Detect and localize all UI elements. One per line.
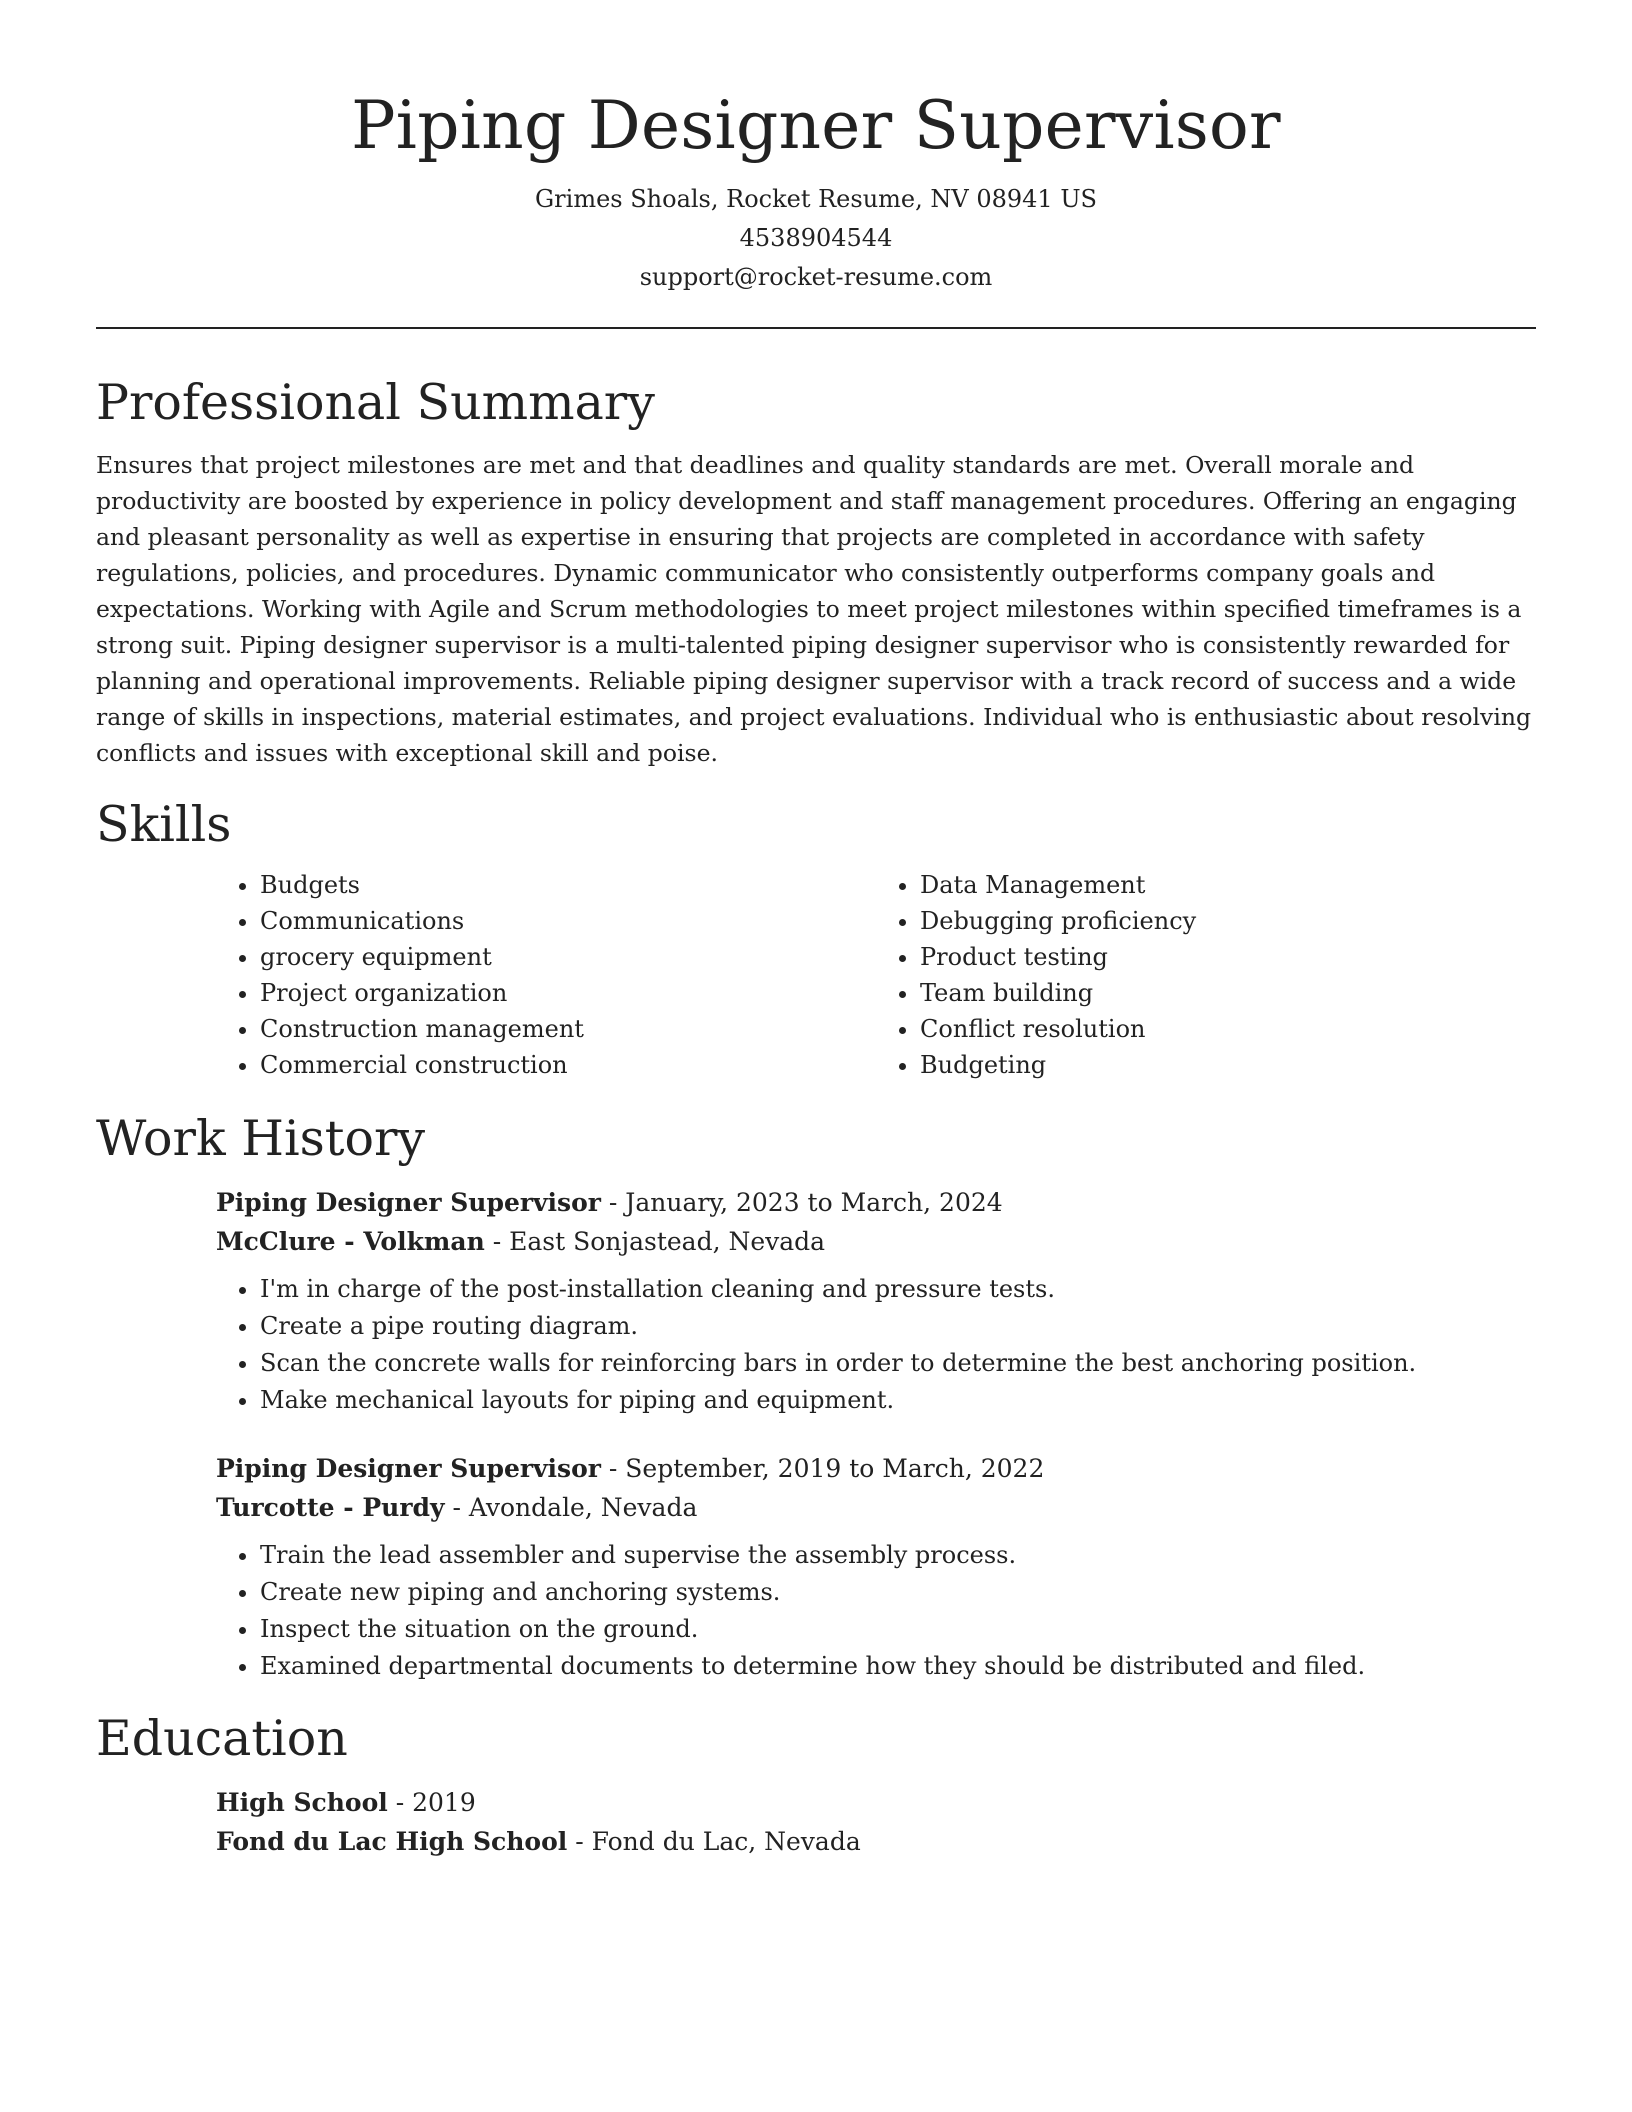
job-company: McClure - Volkman	[216, 1227, 485, 1256]
contact-phone: 4538904544	[739, 224, 893, 252]
job-dates: - January, 2023 to March, 2024	[600, 1188, 1003, 1217]
skill-item: • grocery equipment	[260, 939, 876, 975]
job-entry	[216, 1183, 1536, 1419]
education-location: - Fond du Lac, Nevada	[567, 1827, 861, 1856]
summary-section	[96, 371, 1536, 771]
skill-item: • Commercial construction	[260, 1047, 876, 1083]
contact-email: support@rocket-resume.com	[639, 263, 993, 291]
resume-name: Piping Designer Supervisor	[351, 87, 1281, 164]
summary-text: Ensures that project milestones are met and that deadlines and quality standards are met. Overall morale and productivity are boosted by experience in policy development and staff management procedures. Offering an engaging and pleasant personality as well as expertise in ensuring that projects are completed in accordance with safety regulations, policies, and procedures. Dynamic communicator who consistently outperforms company goals and expectations. Working with Agile and Scrum methodologies to meet project milestones within specified timeframes is a strong suit. Piping designer supervisor is a multi-talented piping designer supervisor who is consistently rewarded for planning and operational improvements. Reliable piping designer supervisor with a track record of success and a wide range of skills in inspections, material estimates, and project evaluations. Individual who is enthusiastic about resolving conflicts and issues with exceptional skill and poise.	[96, 451, 1532, 767]
education-year: - 2019	[387, 1788, 476, 1817]
job-duty: • Inspect the situation on the ground.	[260, 1611, 1536, 1648]
skills-section	[96, 793, 1536, 1083]
job-role: Piping Designer Supervisor	[216, 1454, 601, 1483]
skills-list-right	[876, 867, 1536, 1083]
skill-item: • Budgeting	[920, 1047, 1536, 1083]
education-school-line	[216, 1822, 1536, 1861]
job-duty: • Examined departmental documents to determine how they should be distributed and filed.	[260, 1648, 1536, 1685]
education-degree-line	[216, 1783, 1536, 1822]
skill-item: • Communications	[260, 903, 876, 939]
work-history-section	[96, 1107, 1536, 1685]
contact-address: Grimes Shoals, Rocket Resume, NV 08941 US	[535, 185, 1097, 213]
skills-list-left	[216, 867, 876, 1083]
education-section	[96, 1707, 1536, 1861]
job-duty: • Train the lead assembler and supervise the assembly process.	[260, 1537, 1536, 1574]
contact-block	[96, 180, 1536, 297]
job-title-line	[216, 1183, 1536, 1222]
job-duty: • Create new piping and anchoring systems.	[260, 1574, 1536, 1611]
education-entry	[216, 1783, 1536, 1861]
skill-item: • Budgets	[260, 867, 876, 903]
job-dates: - September, 2019 to March, 2022	[600, 1454, 1045, 1483]
skills-columns	[216, 867, 1536, 1083]
job-location: - Avondale, Nevada	[444, 1493, 698, 1522]
skill-item: • Conflict resolution	[920, 1011, 1536, 1047]
job-duties-list	[216, 1537, 1536, 1685]
job-location: - East Sonjastead, Nevada	[484, 1227, 826, 1256]
header-divider	[96, 327, 1536, 329]
job-duty: • Create a pipe routing diagram.	[260, 1308, 1536, 1345]
job-title-line	[216, 1449, 1536, 1488]
job-company-line	[216, 1222, 1536, 1261]
education-heading: Education	[96, 1710, 348, 1767]
skill-item: • Project organization	[260, 975, 876, 1011]
education-degree: High School	[216, 1788, 388, 1817]
job-company: Turcotte - Purdy	[216, 1493, 445, 1522]
education-school: Fond du Lac High School	[216, 1827, 568, 1856]
skill-item: • Debugging proficiency	[920, 903, 1536, 939]
skill-item: • Data Management	[920, 867, 1536, 903]
job-duties-list	[216, 1271, 1536, 1419]
job-company-line	[216, 1488, 1536, 1527]
job-duty: • I'm in charge of the post-installation cleaning and pressure tests.	[260, 1271, 1536, 1308]
skill-item: • Construction management	[260, 1011, 876, 1047]
work-history-heading: Work History	[96, 1110, 426, 1167]
summary-heading: Professional Summary	[96, 374, 655, 431]
skills-heading: Skills	[96, 796, 232, 853]
skill-item: • Product testing	[920, 939, 1536, 975]
skill-item: • Team building	[920, 975, 1536, 1011]
job-duty: • Scan the concrete walls for reinforcing bars in order to determine the best anchoring position.	[260, 1345, 1536, 1382]
job-entry	[216, 1449, 1536, 1685]
job-duty: • Make mechanical layouts for piping and equipment.	[260, 1382, 1536, 1419]
resume-header	[96, 0, 1536, 297]
job-role: Piping Designer Supervisor	[216, 1188, 601, 1217]
